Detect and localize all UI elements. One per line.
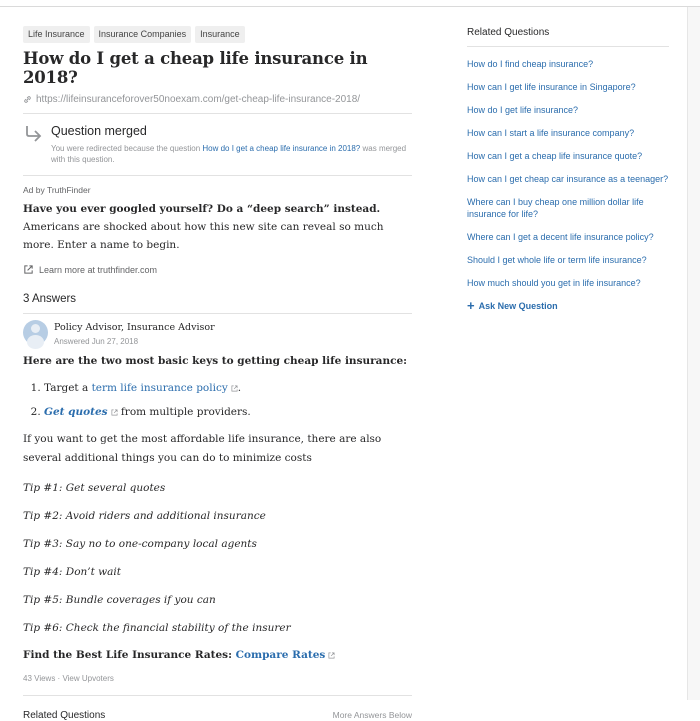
external-link-icon: [111, 409, 118, 416]
get-quotes-link[interactable]: Get quotes: [44, 406, 108, 418]
merge-arrow-icon: [23, 124, 43, 146]
related-question-link[interactable]: How much should you get in life insurance?: [467, 278, 641, 288]
ad-learn-more[interactable]: [23, 264, 412, 275]
avatar-icon[interactable]: [23, 320, 48, 345]
tip-item: Tip #1: Get several quotes: [23, 482, 166, 494]
related-question-link[interactable]: How can I get a cheap life insurance quote?: [467, 151, 643, 161]
bottom-row: [23, 710, 412, 721]
related-question-link[interactable]: Where can I buy cheap one million dollar life insurance for life?: [467, 197, 644, 219]
sidebar-related: [467, 27, 669, 311]
top-bar: [0, 0, 700, 7]
author-name[interactable]: Policy Advisor, Insurance Advisor: [54, 322, 215, 333]
external-link-icon: [328, 652, 335, 659]
answer-date[interactable]: Answered Jun 27, 2018: [54, 337, 139, 346]
related-questions-heading: Related Questions: [23, 710, 106, 721]
source-url-text[interactable]: https://lifeinsuranceforover50noexam.com/get-cheap-life-insurance-2018/: [36, 94, 361, 105]
compare-rates-link[interactable]: Compare Rates: [235, 649, 326, 661]
term-life-link[interactable]: term life insurance policy: [91, 382, 228, 394]
topic-tag[interactable]: Insurance Companies: [94, 26, 192, 43]
merged-notice: [23, 113, 412, 175]
related-question-list: [467, 58, 669, 289]
ask-new-question-button[interactable]: [467, 298, 669, 313]
question-title: How do I get a cheap life insurance in 2018?: [23, 49, 368, 87]
sidebar-title: Related Questions: [467, 27, 669, 47]
answer-count: 3 Answers: [23, 293, 412, 314]
merged-question-link[interactable]: How do I get a cheap life insurance in 2018?: [202, 144, 361, 153]
related-question-link[interactable]: How do I get life insurance?: [467, 105, 579, 115]
link-icon: [23, 95, 32, 104]
ad-sponsor: Ad by TruthFinder: [23, 185, 91, 195]
view-upvoters-link[interactable]: View Upvoters: [62, 674, 114, 683]
topic-tag[interactable]: Insurance: [195, 26, 245, 43]
merged-title: Question merged: [51, 124, 147, 138]
tip-item: Tip #6: Check the financial stability of the insurer: [23, 622, 291, 634]
topic-list: [23, 26, 412, 43]
related-question-link[interactable]: How can I get life insurance in Singapore?: [467, 82, 636, 92]
topic-tag[interactable]: Life Insurance: [23, 26, 90, 43]
ad-block: [23, 185, 412, 275]
answer-key-list: [23, 382, 412, 418]
list-item: 2. Get quotes from multiple providers.: [44, 406, 412, 418]
answer-meta: 43 Views · View Upvoters: [23, 674, 412, 696]
answer-author: [23, 320, 412, 346]
tip-item: Tip #4: Don’t wait: [23, 566, 121, 578]
tip-item: Tip #5: Bundle coverages if you can: [23, 594, 216, 606]
tip-item: Tip #3: Say no to one-company local agents: [23, 538, 257, 550]
question-source-url[interactable]: [23, 94, 412, 105]
learn-more-text[interactable]: Learn more at truthfinder.com: [39, 264, 158, 275]
best-rates-line: Find the Best Life Insurance Rates: Compare Rates: [23, 649, 412, 661]
ad-headline[interactable]: Have you ever googled yourself? Do a “deep search” instead.: [23, 203, 381, 215]
related-question-link[interactable]: How can I get cheap car insurance as a teenager?: [467, 174, 669, 184]
merged-description: You were redirected because the question How do I get a cheap life insurance in 2018? was merged with this question.: [51, 144, 407, 164]
related-question-link[interactable]: Should I get whole life or term life insurance?: [467, 255, 647, 265]
related-question-link[interactable]: How do I find cheap insurance?: [467, 59, 594, 69]
plus-icon: +: [467, 298, 475, 313]
more-answers-below[interactable]: More Answers Below: [332, 710, 412, 720]
view-count: 43 Views: [23, 674, 56, 683]
related-question-link[interactable]: Where can I get a decent life insurance policy?: [467, 232, 654, 242]
ask-new-question-label[interactable]: Ask New Question: [478, 301, 558, 311]
list-item: 1. Target a term life insurance policy .: [44, 382, 412, 394]
page-edge: [687, 7, 700, 700]
ad-body: Americans are shocked about how this new site can reveal so much more. Enter a name to begin.: [23, 221, 384, 251]
question-main: [23, 20, 412, 721]
answer-lead: Here are the two most basic keys to getting cheap life insurance:: [23, 355, 408, 367]
tip-item: Tip #2: Avoid riders and additional insurance: [23, 510, 266, 522]
answer-body: [23, 355, 412, 661]
related-question-link[interactable]: How can I start a life insurance company?: [467, 128, 635, 138]
external-link-icon: [231, 385, 238, 392]
answer-paragraph: If you want to get the most affordable life insurance, there are also several additional things you can do to minimize costs: [23, 433, 382, 464]
external-link-icon: [23, 264, 34, 275]
